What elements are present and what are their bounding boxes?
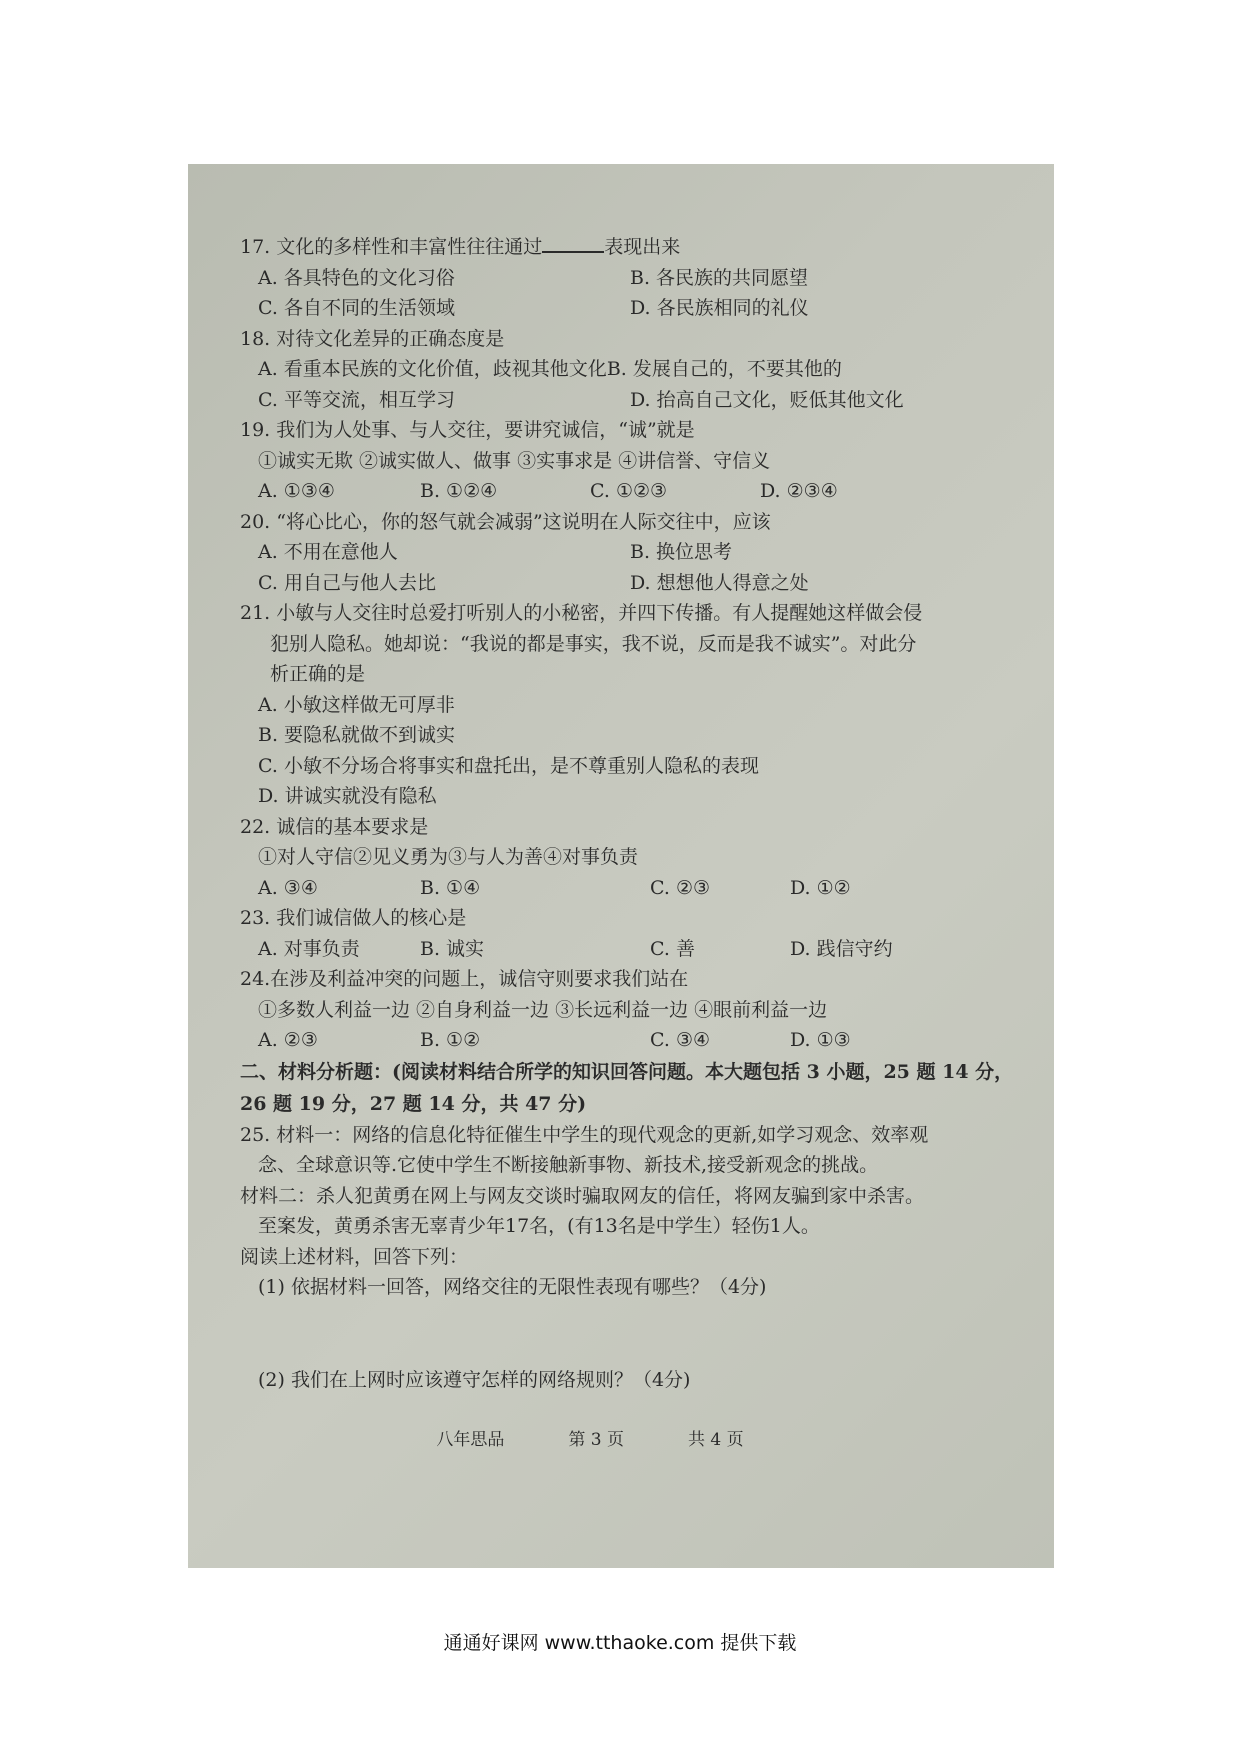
question-25-material-1-line2: 念、全球意识等.它使中学生不断接触新事物、新技术,接受新观念的挑战。: [258, 1154, 879, 1176]
option-c: C. ③④: [650, 1029, 711, 1051]
question-23-options: [240, 934, 1020, 965]
site-credit: 通通好课网 www.tthaoke.com 提供下载: [443, 1632, 797, 1654]
question-19-stem: 19. 我们为人处事、与人交往，要讲究诚信，“诚”就是: [240, 419, 695, 441]
option-b: B. 换位思考: [630, 541, 733, 563]
exam-content: [240, 232, 1020, 1456]
question-25-material-2-line1: 材料二：杀人犯黄勇在网上与网友交谈时骗取网友的信任，将网友骗到家中杀害。: [240, 1184, 925, 1207]
option-a: A. 不用在意他人: [258, 541, 398, 563]
question-19-options: [240, 476, 1020, 507]
answer-blank: [542, 233, 604, 253]
question-24-stem: 24.在涉及利益冲突的问题上，诚信守则要求我们站在: [240, 968, 689, 990]
option-d: D. 各民族相同的礼仪: [630, 297, 809, 319]
option-c: C. ②③: [650, 876, 711, 899]
option-a: A. ①③④: [258, 480, 335, 502]
question-17-options-row2: [240, 293, 1020, 324]
option-d: D. 想想他人得意之处: [630, 571, 809, 594]
question-25-sub-1: (1) 依据材料一回答，网络交往的无限性表现有哪些？（4分): [258, 1276, 767, 1298]
option-a: A. ③④: [258, 876, 318, 899]
option-a: A. ②③: [258, 1029, 318, 1051]
question-17-options-row1: [240, 263, 1020, 294]
answer-space: [240, 1303, 1020, 1365]
option-b: B. 要隐私就做不到诚实: [258, 724, 456, 746]
footer-subject: 八年思品: [436, 1430, 505, 1450]
footer-page-number: 第 3 页: [568, 1430, 624, 1450]
option-d: D. ①②: [790, 876, 851, 899]
option-a: A. 小敏这样做无可厚非: [258, 693, 455, 716]
option-b: B. ①②④: [420, 480, 498, 502]
question-22-options: [240, 873, 1020, 904]
question-18-options-row2: [240, 385, 1020, 416]
page-footer: [240, 1425, 1020, 1456]
question-25-prompt: 阅读上述材料，回答下列：: [240, 1245, 469, 1268]
option-c: C. 善: [650, 937, 695, 960]
question-19-items: ①诚实无欺 ②诚实做人、做事 ③实事求是 ④讲信誉、守信义: [258, 449, 771, 472]
option-a: A. 对事负责: [258, 937, 360, 960]
option-c: C. 平等交流，相互学习: [258, 388, 455, 411]
question-25-material-1-line1: 25. 材料一：网络的信息化特征催生中学生的现代观念的更新,如学习观念、效率观: [240, 1123, 929, 1146]
question-21-stem-line1: 21. 小敏与人交往时总爱打听别人的小秘密，并四下传播。有人提醒她这样做会侵: [240, 602, 923, 624]
option-d: D. 讲诚实就没有隐私: [258, 785, 437, 807]
question-24-items: ①多数人利益一边 ②自身利益一边 ③长远利益一边 ④眼前利益一边: [258, 998, 828, 1021]
question-21-stem-line3: 析正确的是: [270, 663, 366, 685]
question-21-stem-line2: 犯别人隐私。她却说：“我说的都是事实，我不说，反而是我不诚实”。对此分: [270, 632, 917, 655]
question-20-options-row2: [240, 568, 1020, 599]
option-a: A. 看重本民族的文化价值，歧视其他文化: [258, 358, 607, 380]
option-d: D. ②③④: [760, 480, 838, 502]
question-20-options-row1: [240, 537, 1020, 568]
option-c: C. 小敏不分场合将事实和盘托出，是不尊重别人隐私的表现: [258, 754, 759, 777]
option-c: C. 各自不同的生活领域: [258, 297, 455, 319]
question-22-items: ①对人守信②见义勇为③与人为善④对事负责: [258, 846, 639, 868]
question-25-sub-2: (2) 我们在上网时应该遵守怎样的网络规则？（4分): [258, 1368, 691, 1391]
option-c: C. 用自己与他人去比: [258, 571, 436, 594]
question-24-options: [240, 1025, 1020, 1056]
option-d: D. 践信守约: [790, 937, 893, 960]
question-18-options-row1: [240, 354, 1020, 385]
option-b: B. 各民族的共同愿望: [630, 266, 809, 289]
question-20-stem: 20. “将心比心，你的怒气就会减弱”这说明在人际交往中，应该: [240, 510, 771, 533]
question-23-stem: 23. 我们诚信做人的核心是: [240, 907, 467, 929]
question-17-stem: 17. 文化的多样性和丰富性往往通过 表现出来: [240, 232, 1020, 263]
option-c: C. ①②③: [590, 480, 668, 502]
option-b: B. 诚实: [420, 937, 485, 960]
question-25-material-2-line2: 至案发，黄勇杀害无辜青少年17名，(有13名是中学生）轻伤1人。: [258, 1215, 820, 1237]
option-d: D. 抬高自己文化，贬低其他文化: [630, 388, 904, 411]
exam-page-photo: [188, 164, 1054, 1568]
option-b: B. ①②: [420, 1029, 481, 1051]
option-d: D. ①③: [790, 1029, 851, 1051]
question-22-stem: 22. 诚信的基本要求是: [240, 815, 429, 838]
question-18-stem: 18. 对待文化差异的正确态度是: [240, 327, 505, 350]
option-a: A. 各具特色的文化习俗: [258, 266, 455, 289]
section-2-heading: 二、材料分析题：(阅读材料结合所学的知识回答问题。本大题包括 3 小题，25 题 14 分，26 题 19 分，27 题 14 分，共 47 分): [240, 1060, 1014, 1115]
footer-total-pages: 共 4 页: [688, 1430, 744, 1450]
option-b: B. 发展自己的，不要其他的: [606, 358, 842, 380]
option-b: B. ①④: [420, 876, 481, 899]
